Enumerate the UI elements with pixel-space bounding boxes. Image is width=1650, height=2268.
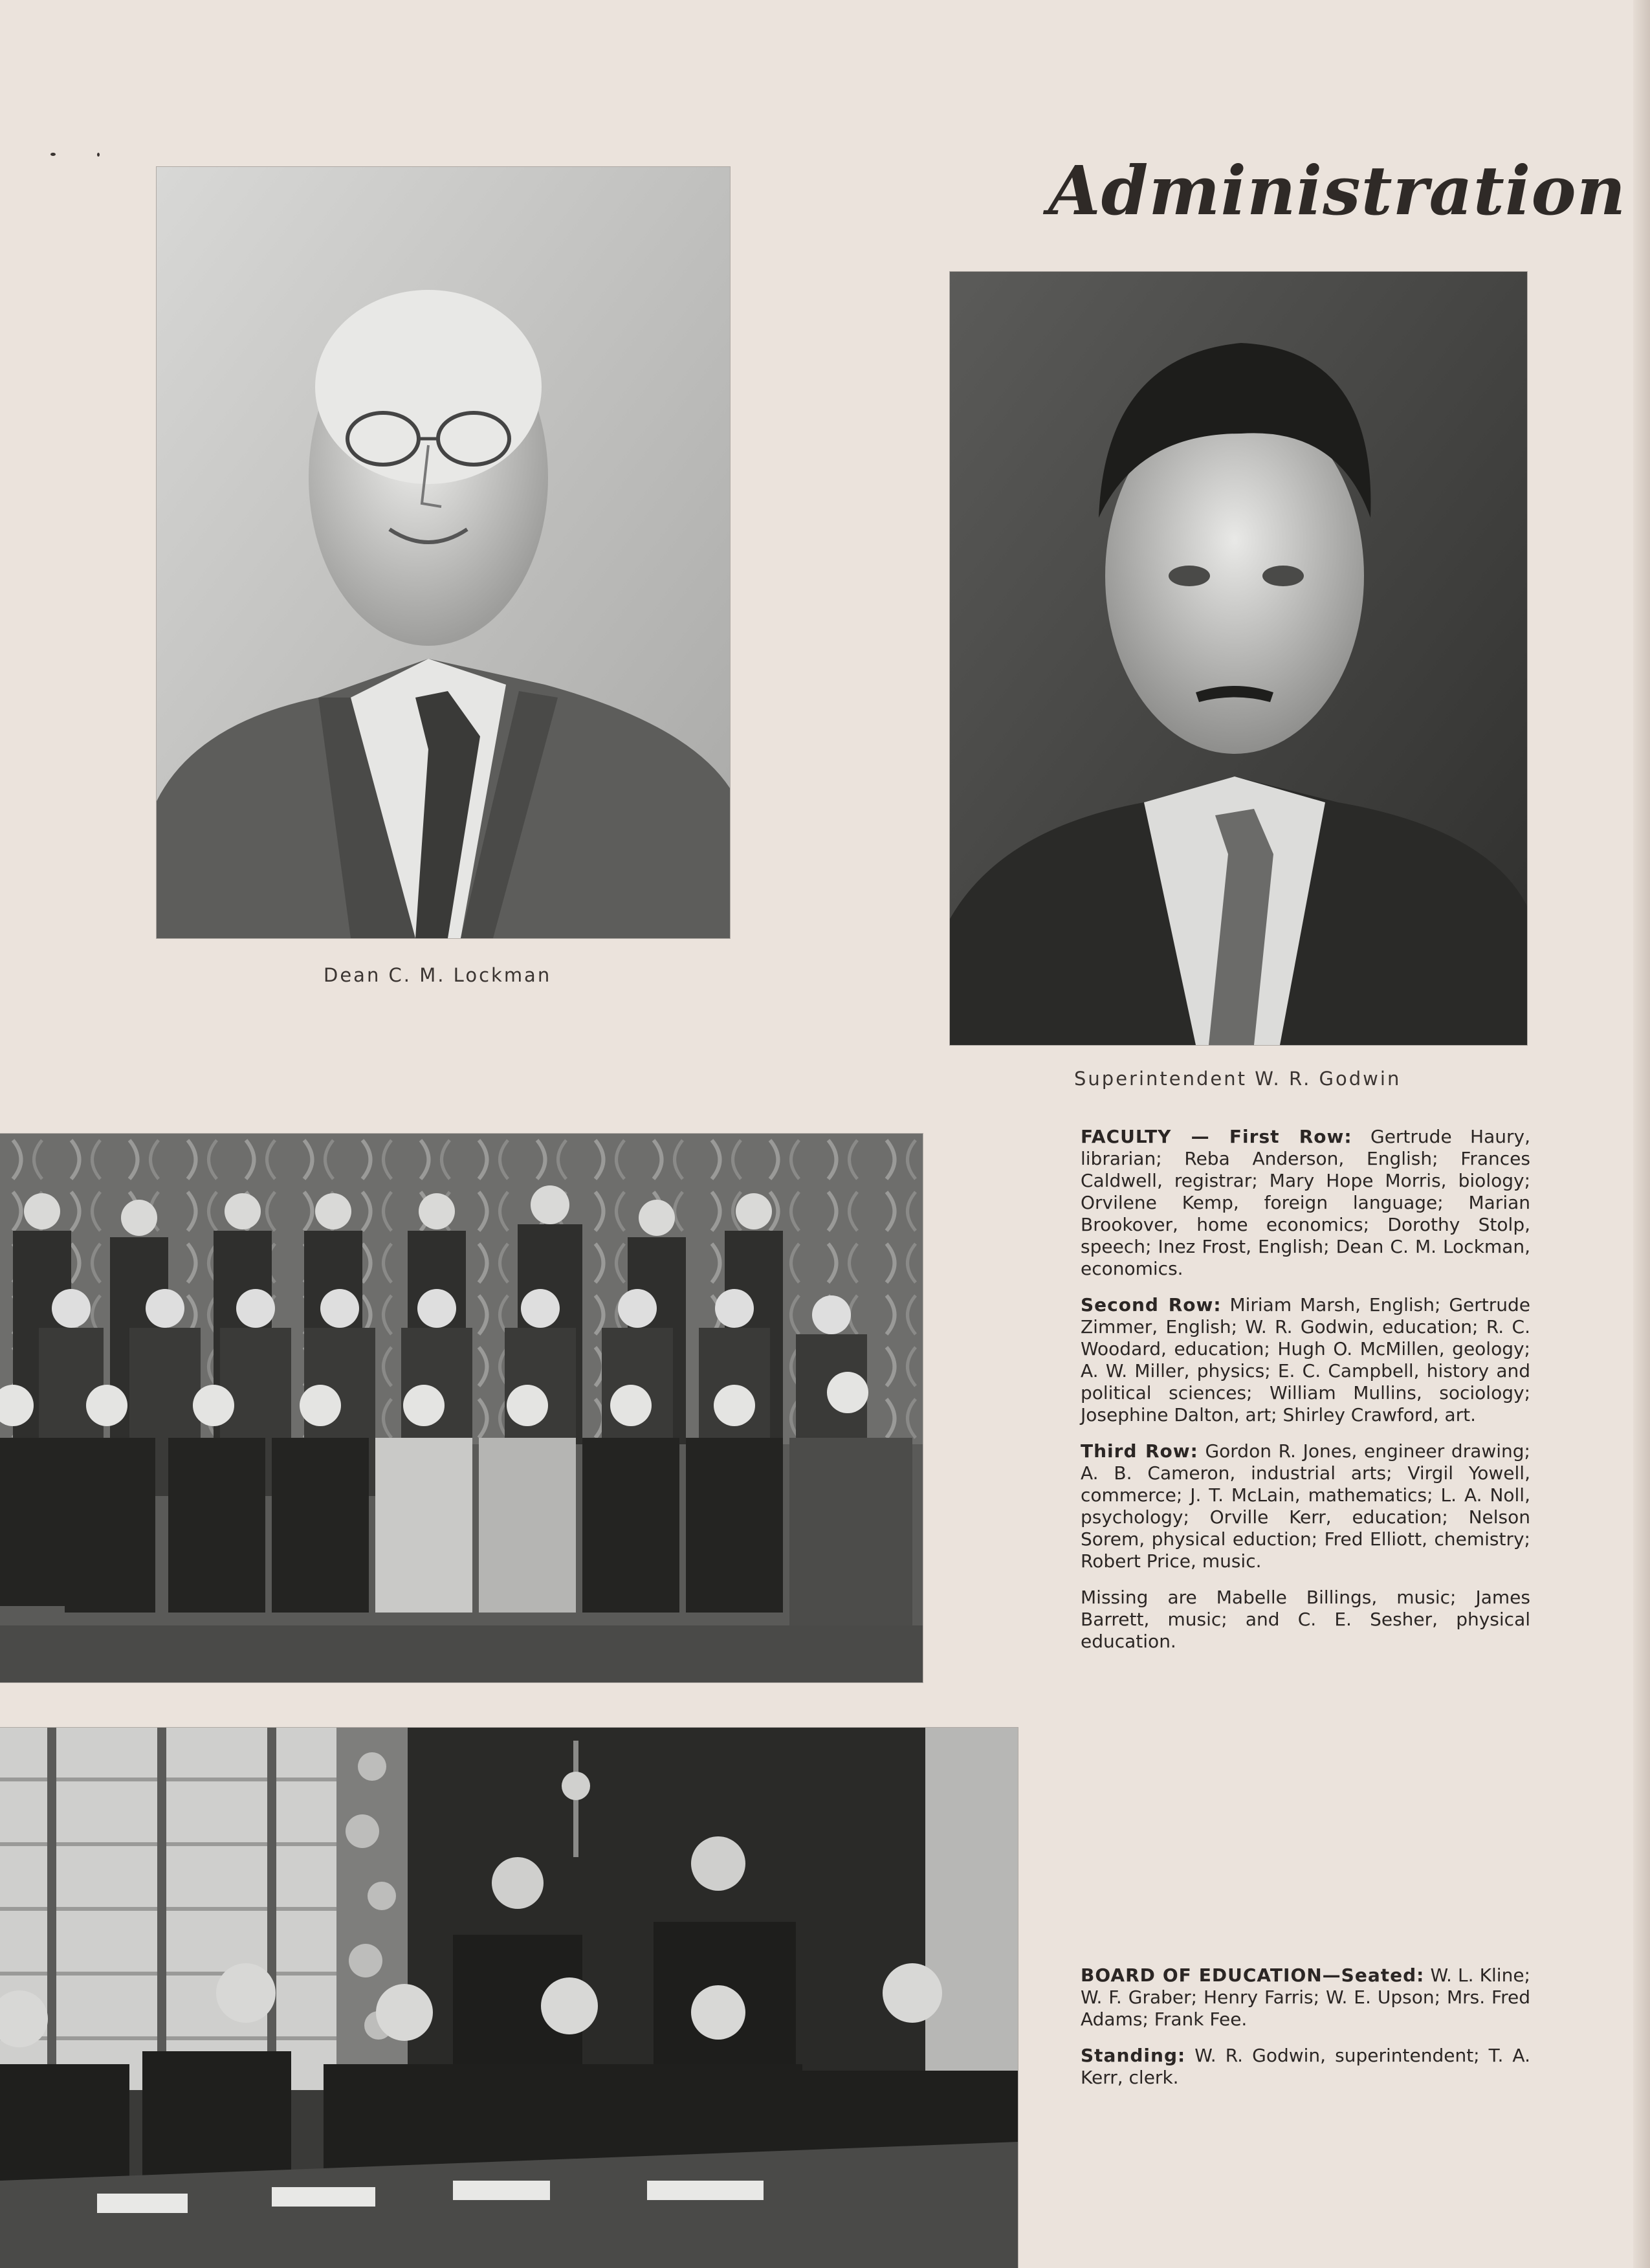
page-edge	[1633, 0, 1650, 2268]
faculty-listing	[1081, 1126, 1530, 1667]
board-seated	[1081, 1965, 1530, 2031]
faculty-first-row-label: FACULTY — First Row:	[1081, 1126, 1352, 1147]
superintendent-caption: Superintendent W. R. Godwin	[1074, 1068, 1402, 1090]
faculty-third-row	[1081, 1440, 1530, 1572]
page-title: Administration	[1048, 151, 1627, 230]
board-standing-text: W. R. Godwin, superintendent; T. A. Kerr, clerk.	[1081, 2045, 1530, 2088]
faculty-third-row-text: Gordon R. Jones, engineer drawing; A. B. Cameron, industrial arts; Virgil Yowell, commerce; J. T. McLain, mathematics; L. A. Noll, psychology; Orville Kerr, education; Nelson Sorem, physical eduction; Fred Elliott, chemistry; Robert Price, music.	[1081, 1440, 1530, 1572]
board-seated-text: W. L. Kline; W. F. Graber; Henry Farris; W. E. Upson; Mrs. Fred Adams; Frank Fee.	[1081, 1965, 1530, 2030]
dean-caption: Dean C. M. Lockman	[324, 964, 552, 986]
board-of-education-photo	[0, 1728, 1018, 2268]
faculty-missing: Missing are Mabelle Billings, music; James Barrett, music; and C. E. Sesher, physical education.	[1081, 1587, 1530, 1652]
board-standing	[1081, 2045, 1530, 2089]
faculty-group-photo	[0, 1134, 923, 1682]
faculty-first-row-text: Gertrude Haury, librarian; Reba Anderson, English; Frances Caldwell, registrar; Mary Hope Morris, biology; Orvilene Kemp, foreign language; Marian Brookover, home economics; Dorothy Stolp, speech; Inez Frost, English; Dean C. M. Lockman, economics.	[1081, 1126, 1530, 1279]
dean-portrait-photo	[157, 167, 730, 938]
faculty-first-row	[1081, 1126, 1530, 1280]
faculty-third-row-label: Third Row:	[1081, 1440, 1198, 1462]
faculty-second-row-text: Miriam Marsh, English; Gertrude Zimmer, English; W. R. Godwin, education; R. C. Woodard, education; Hugh O. McMillen, geology; A. W. Miller, physics; E. C. Campbell, history and political sciences; William Mullins, sociology; Josephine Dalton, art; Shirley Crawford, art.	[1081, 1294, 1530, 1426]
faculty-second-row	[1081, 1294, 1530, 1426]
superintendent-portrait-photo	[950, 272, 1527, 1045]
print-speck	[97, 153, 100, 157]
print-speck	[50, 153, 56, 156]
faculty-second-row-label: Second Row:	[1081, 1294, 1222, 1316]
board-standing-label: Standing:	[1081, 2045, 1186, 2066]
board-seated-label: BOARD OF EDUCATION—Seated:	[1081, 1965, 1425, 1986]
board-listing	[1081, 1965, 1530, 2103]
